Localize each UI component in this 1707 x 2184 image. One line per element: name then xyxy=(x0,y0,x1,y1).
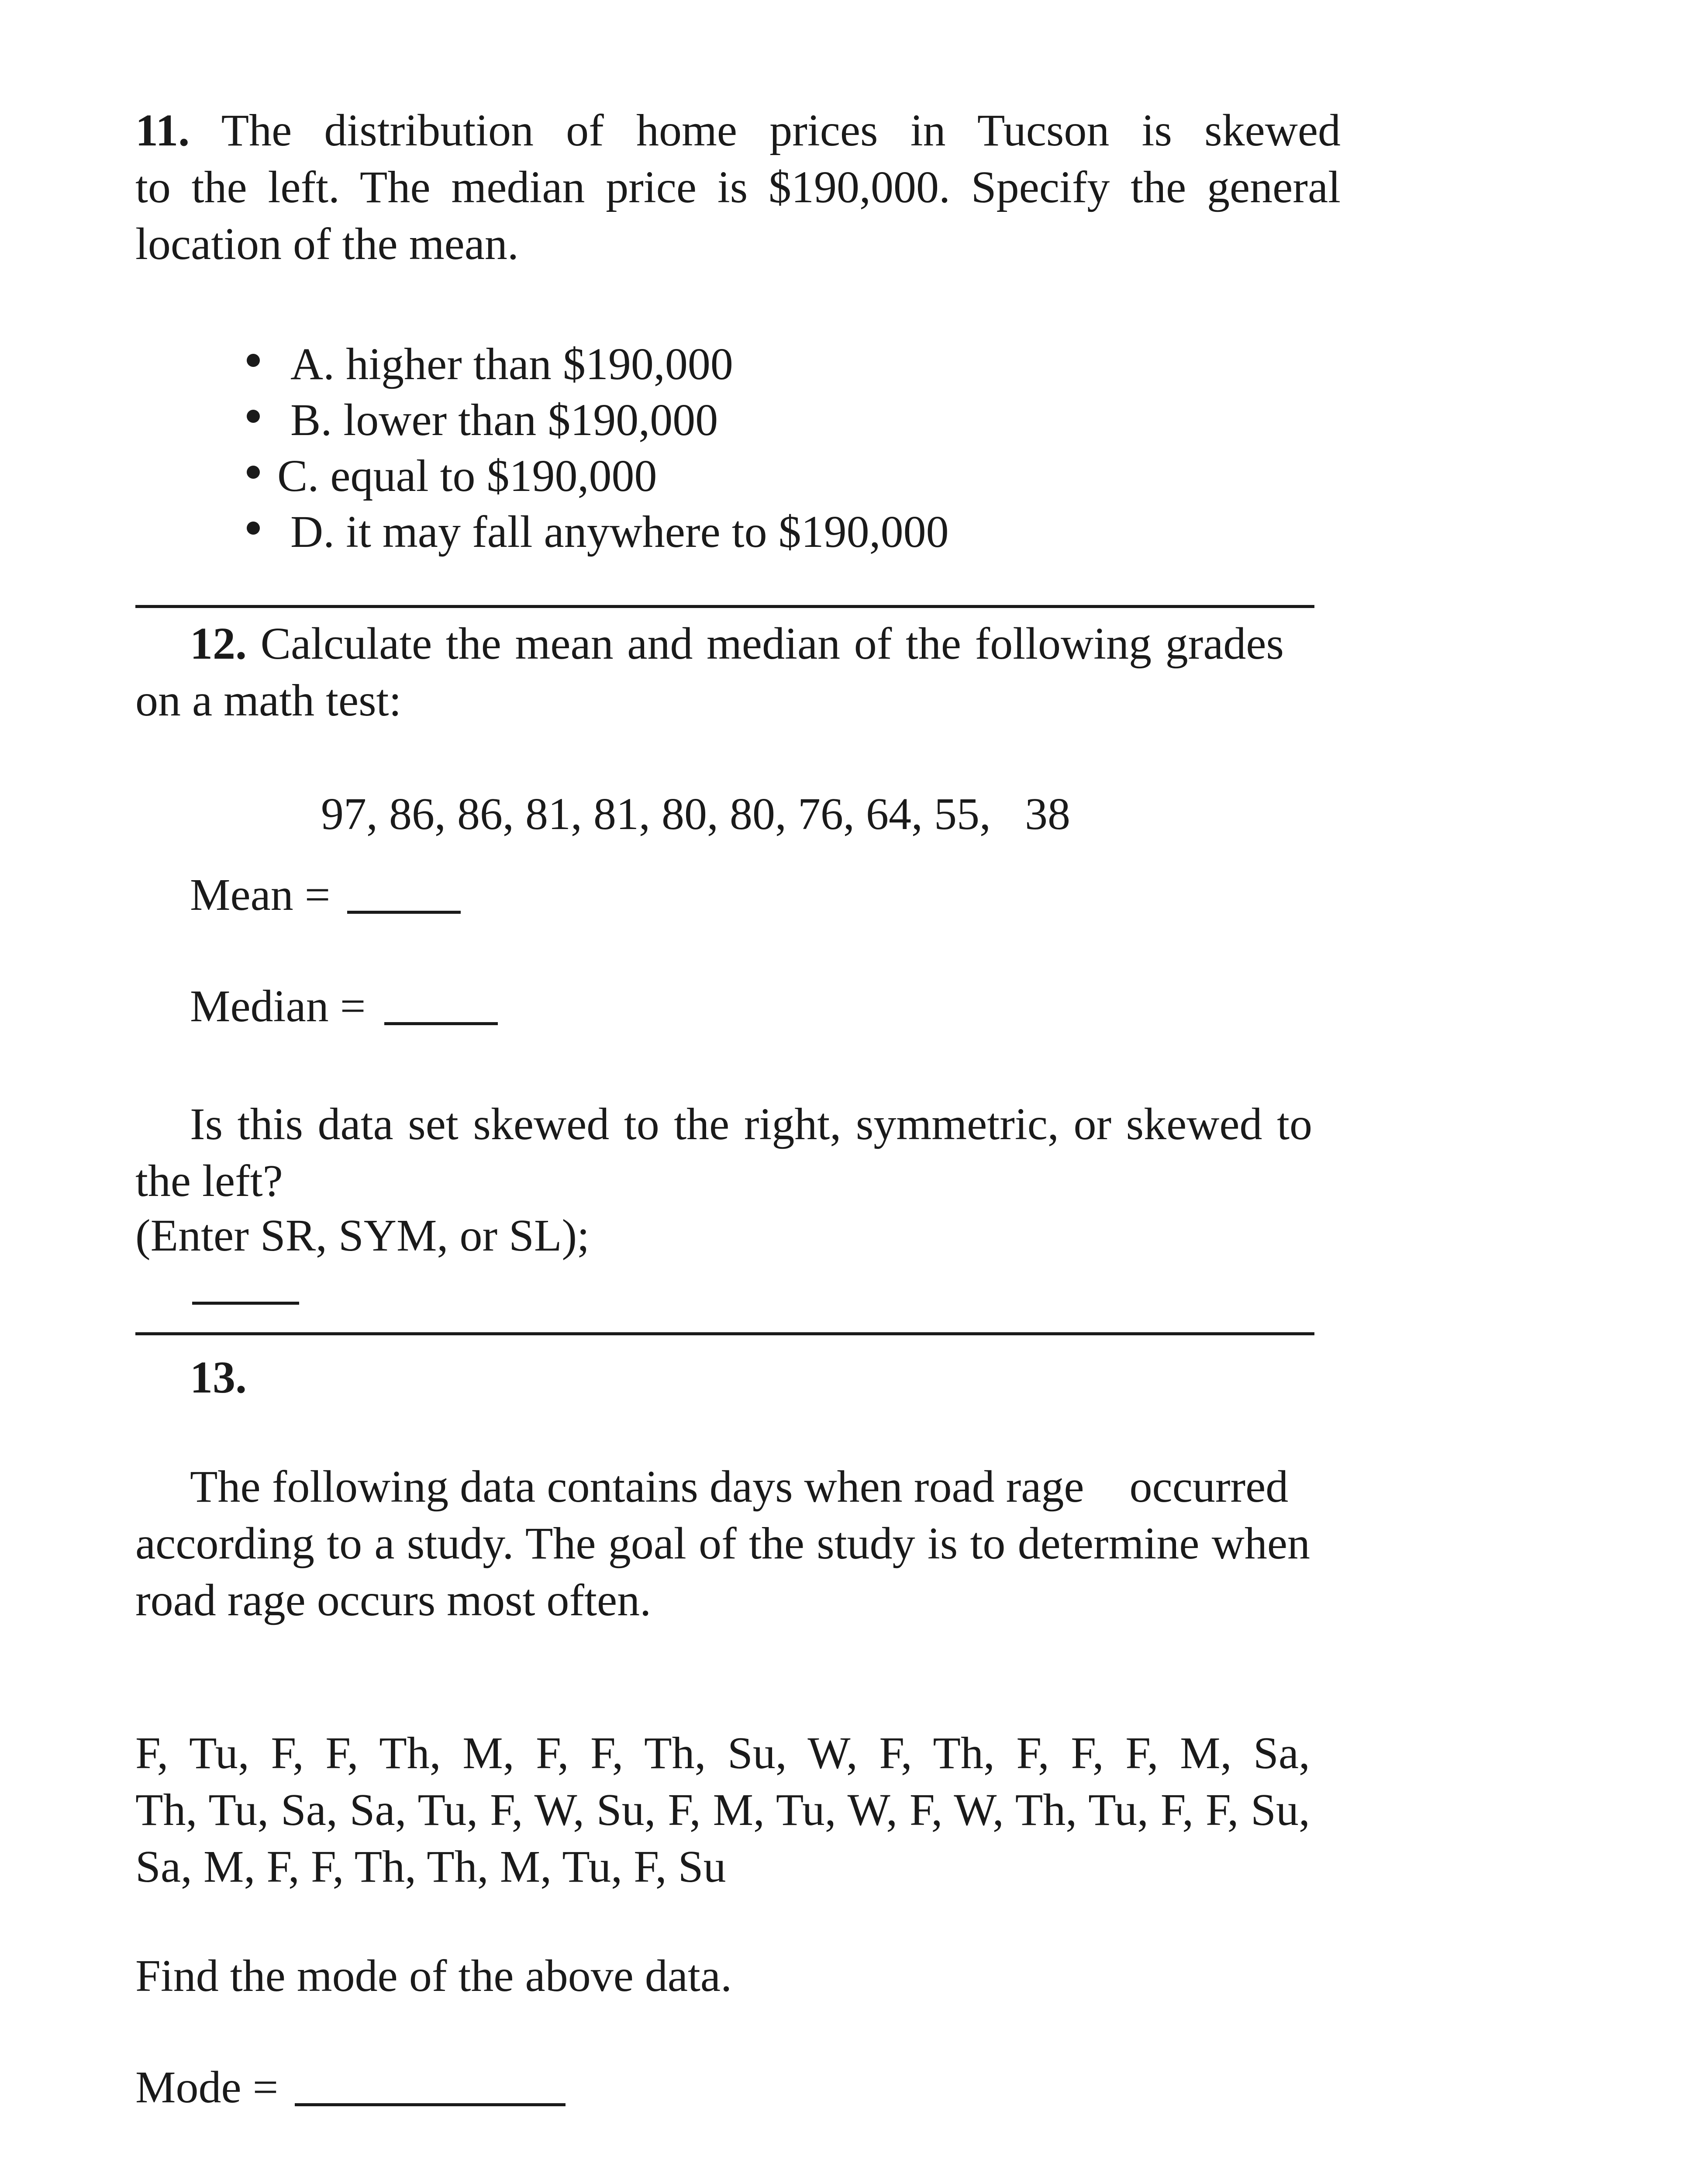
section-divider xyxy=(135,1332,1314,1335)
bullet-icon xyxy=(247,466,260,479)
q12-stem-line2: on a math test: xyxy=(135,675,402,726)
mean-answer-blank[interactable] xyxy=(347,876,461,914)
q13-data-line2: Th, Tu, Sa, Sa, Tu, F, W, Su, F, M, Tu, W, F, W, Th, Tu, F, F, Su, xyxy=(135,1785,1310,1835)
q12-number: 12. xyxy=(190,619,247,669)
q11-option-a[interactable]: A. higher than $190,000 xyxy=(290,339,733,389)
q13-data-line1: F, Tu, F, F, Th, M, F, F, Th, Su, W, F, Th, F, F, F, M, Sa, xyxy=(135,1728,1310,1778)
bullet-icon xyxy=(247,410,260,423)
q13-number: 13. xyxy=(190,1352,247,1403)
q11-option-c[interactable]: C. equal to $190,000 xyxy=(277,451,657,501)
q11-option-d[interactable]: D. it may fall anywhere to $190,000 xyxy=(290,507,949,557)
q11-stem-line1: 11. The distribution of home prices in Tucson is skewed xyxy=(135,105,1341,156)
section-divider xyxy=(135,605,1314,608)
q11-number: 11. xyxy=(135,105,190,156)
median-answer-blank[interactable] xyxy=(384,987,498,1025)
bullet-icon xyxy=(247,354,260,367)
q13-intro-line1: The following data contains days when road rage occurred xyxy=(190,1462,1289,1512)
q12-skew-question-line1: Is this data set skewed to the right, symmetric, or skewed to xyxy=(190,1099,1312,1149)
q13-find-mode: Find the mode of the above data. xyxy=(135,1951,732,2001)
q12-grades: 97, 86, 86, 81, 81, 80, 80, 76, 64, 55, 38 xyxy=(321,789,1070,839)
mode-answer-blank[interactable] xyxy=(295,2068,566,2106)
q13-data-line3: Sa, M, F, F, Th, Th, M, Tu, F, Su xyxy=(135,1842,726,1892)
q11-stem-line3: location of the mean. xyxy=(135,219,519,269)
q13-mode-label: Mode = xyxy=(135,2062,279,2112)
q13-intro-line2: according to a study. The goal of the study is to determine when xyxy=(135,1518,1310,1569)
q12-skew-question-line2: the left? xyxy=(135,1156,283,1206)
q13-intro-line3: road rage occurs most often. xyxy=(135,1575,652,1625)
q11-stem-line2: to the left. The median price is $190,000. Specify the general xyxy=(135,162,1341,212)
q12-mean-label: Mean = xyxy=(190,870,331,920)
q11-option-b[interactable]: B. lower than $190,000 xyxy=(290,395,718,445)
q12-median-label: Median = xyxy=(190,981,366,1031)
q12-skew-instruction: (Enter SR, SYM, or SL); xyxy=(135,1210,590,1261)
q12-stem-line1: 12. Calculate the mean and median of the following grades xyxy=(190,619,1284,669)
bullet-icon xyxy=(247,522,260,535)
skew-answer-blank[interactable] xyxy=(192,1267,299,1305)
